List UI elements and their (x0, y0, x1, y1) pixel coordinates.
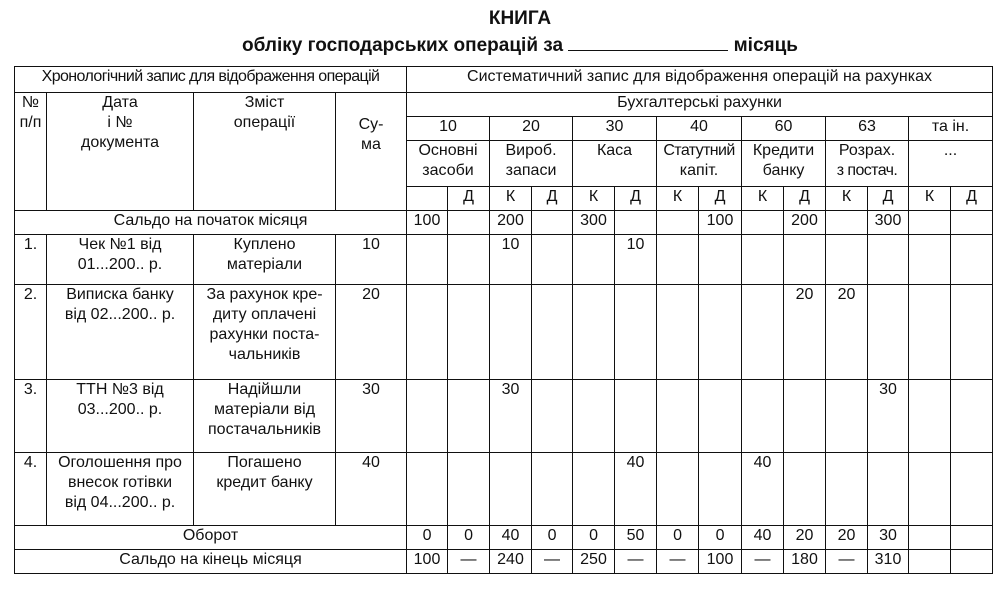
amount-cell: 40 (742, 526, 784, 550)
amount-cell (868, 285, 909, 380)
amount-cell (657, 211, 699, 235)
num-header: № п/п (15, 93, 47, 211)
closing-balance-row (15, 550, 993, 574)
amount-cell (909, 526, 951, 550)
accounts-title: Бухгалтерські рахунки (407, 93, 993, 117)
amount-cell: 40 (615, 453, 657, 526)
amount-cell: 0 (699, 526, 742, 550)
document-line: Чек №1 від (78, 236, 162, 253)
content-line: Куплено (233, 236, 296, 253)
amount-cell (699, 285, 742, 380)
amount-cell: 100 (699, 211, 742, 235)
account-name-line: ... (943, 142, 958, 159)
amount-cell: 100 (407, 211, 448, 235)
date-doc-header: Дата і № документа (47, 93, 194, 211)
amount-cell (407, 235, 448, 285)
content-line: рахунки поста- (209, 326, 320, 343)
subtitle-before: обліку господарських операцій за (242, 35, 564, 56)
account-name-line: Основні (418, 142, 478, 159)
amount-cell (784, 235, 826, 285)
month-blank-line (568, 34, 728, 51)
amount-cell: 20 (826, 526, 868, 550)
amount-cell: 100 (699, 550, 742, 574)
content-line: Погашено (227, 454, 302, 471)
amount-cell (532, 380, 573, 453)
document-line: Виписка банку (66, 286, 174, 303)
amount-cell: 50 (615, 526, 657, 550)
subtitle-after: місяць (733, 35, 798, 56)
amount-cell: — (615, 550, 657, 574)
credit-header: К (657, 187, 699, 211)
account-name-cell (490, 141, 573, 187)
amount-cell (407, 453, 448, 526)
amount-cell (490, 285, 532, 380)
content-line: матеріали (226, 256, 303, 273)
amount-cell (784, 453, 826, 526)
account-name-line: капіт. (679, 162, 719, 179)
account-number-cell: 60 (742, 117, 826, 141)
amount-cell (448, 235, 490, 285)
closing-label: Сальдо на кінець місяця (15, 550, 407, 574)
content-line: За рахунок кре- (206, 286, 323, 303)
document-cell (47, 453, 194, 526)
system-header: Систематичний запис для відображення операцій на рахунках (407, 67, 993, 93)
amount-cell (448, 453, 490, 526)
amount-cell (826, 211, 868, 235)
debit-header: Д (868, 187, 909, 211)
amount-cell (573, 453, 615, 526)
account-number-cell: 20 (490, 117, 573, 141)
credit-header: К (826, 187, 868, 211)
amount-cell: 0 (532, 526, 573, 550)
page-subtitle (0, 34, 997, 57)
turnover-label: Оборот (15, 526, 407, 550)
document-line: Оголошення про (58, 454, 182, 471)
opening-label: Сальдо на початок місяця (15, 211, 407, 235)
amount-cell: 250 (573, 550, 615, 574)
amount-cell (699, 380, 742, 453)
document-line: від 02...200.. р. (64, 306, 176, 323)
amount-cell (826, 235, 868, 285)
amount-cell: 40 (742, 453, 784, 526)
amount-cell (951, 211, 993, 235)
document-cell (47, 235, 194, 285)
amount-cell (532, 211, 573, 235)
content-line: матеріали від (213, 401, 316, 418)
amount-cell: 20 (784, 526, 826, 550)
account-name-line: Статутний (663, 142, 735, 159)
amount-cell (742, 211, 784, 235)
debit-header: Д (532, 187, 573, 211)
account-name-line: Каса (596, 142, 633, 159)
operations-book-table (14, 66, 993, 574)
debit-header: Д (951, 187, 993, 211)
amount-cell: 300 (868, 211, 909, 235)
amount-cell: 10 (615, 235, 657, 285)
content-line: кредит банку (216, 474, 313, 491)
amount-cell (657, 235, 699, 285)
credit-header: К (909, 187, 951, 211)
content-cell (194, 380, 336, 453)
document-line: від 04...200.. р. (64, 494, 176, 511)
account-name-cell (573, 141, 657, 187)
document-line: 03...200.. р. (77, 401, 163, 418)
amount-cell (742, 380, 784, 453)
sum-cell: 40 (336, 453, 407, 526)
sum-header: Су- ма (336, 93, 407, 211)
account-number-cell: 10 (407, 117, 490, 141)
amount-cell (951, 526, 993, 550)
account-number-cell: 30 (573, 117, 657, 141)
content-header: Зміст операції (194, 93, 336, 211)
content-cell (194, 235, 336, 285)
amount-cell (951, 453, 993, 526)
amount-cell (742, 285, 784, 380)
amount-cell: — (742, 550, 784, 574)
amount-cell (951, 380, 993, 453)
amount-cell: 100 (407, 550, 448, 574)
amount-cell (532, 285, 573, 380)
amount-cell (951, 550, 993, 574)
account-name-cell (407, 141, 490, 187)
amount-cell: 30 (868, 380, 909, 453)
amount-cell (532, 453, 573, 526)
amount-cell (448, 380, 490, 453)
debit-header: Д (448, 187, 490, 211)
document-cell (47, 380, 194, 453)
content-cell (194, 285, 336, 380)
amount-cell: 0 (448, 526, 490, 550)
account-name-cell (657, 141, 742, 187)
account-name-line: Розрах. (838, 142, 896, 159)
content-line: Надійшли (227, 381, 302, 398)
page-title: КНИГА (488, 8, 552, 29)
document-line: ТТН №3 від (76, 381, 164, 398)
account-name-line: запаси (505, 162, 557, 179)
amount-cell: 310 (868, 550, 909, 574)
account-number-cell: 40 (657, 117, 742, 141)
debit-header: Д (699, 187, 742, 211)
amount-cell (951, 235, 993, 285)
account-name-cell (909, 141, 993, 187)
amount-cell: 200 (490, 211, 532, 235)
amount-cell: 20 (784, 285, 826, 380)
opening-balance-row (15, 211, 993, 235)
amount-cell: 0 (573, 526, 615, 550)
amount-cell: 20 (826, 285, 868, 380)
row-number: 3. (15, 380, 47, 453)
amount-cell (909, 453, 951, 526)
amount-cell: — (448, 550, 490, 574)
account-name-line: засоби (422, 162, 474, 179)
amount-cell (868, 453, 909, 526)
credit-header: К (573, 187, 615, 211)
account-number-cell: та ін. (909, 117, 993, 141)
account-name-line: банку (762, 162, 805, 179)
amount-cell (657, 380, 699, 453)
amount-cell (448, 211, 490, 235)
amount-cell (573, 380, 615, 453)
account-name-line: Кредити (752, 142, 815, 159)
amount-cell (909, 235, 951, 285)
amount-cell (657, 285, 699, 380)
amount-cell (868, 235, 909, 285)
amount-cell: 180 (784, 550, 826, 574)
amount-cell (657, 453, 699, 526)
amount-cell: 30 (868, 526, 909, 550)
amount-cell (573, 235, 615, 285)
amount-cell (615, 380, 657, 453)
content-line: диту оплачені (212, 306, 317, 323)
sum-cell: 10 (336, 235, 407, 285)
amount-cell (909, 285, 951, 380)
amount-cell: 30 (490, 380, 532, 453)
account-number-cell: 63 (826, 117, 909, 141)
amount-cell: 0 (657, 526, 699, 550)
amount-cell (742, 235, 784, 285)
amount-cell (699, 453, 742, 526)
content-cell (194, 453, 336, 526)
account-name-cell (742, 141, 826, 187)
row-number: 4. (15, 453, 47, 526)
debit-header: Д (615, 187, 657, 211)
amount-cell (615, 285, 657, 380)
amount-cell (909, 211, 951, 235)
amount-cell (615, 211, 657, 235)
debit-header: Д (784, 187, 826, 211)
turnover-row (15, 526, 993, 550)
row-number: 1. (15, 235, 47, 285)
account-name-line: Вироб. (505, 142, 557, 159)
amount-cell (699, 235, 742, 285)
amount-cell (407, 380, 448, 453)
account-name-cell (826, 141, 909, 187)
row-number: 2. (15, 285, 47, 380)
operation-row (15, 380, 993, 453)
amount-cell: — (657, 550, 699, 574)
amount-cell: 200 (784, 211, 826, 235)
content-line: чальників (228, 346, 301, 363)
amount-cell (784, 380, 826, 453)
document-cell (47, 285, 194, 380)
amount-cell (448, 285, 490, 380)
chrono-header: Хронологічний запис для відображення операцій (15, 67, 407, 93)
credit-header: К (490, 187, 532, 211)
amount-cell (826, 453, 868, 526)
amount-cell: 0 (407, 526, 448, 550)
document-line: внесок готівки (67, 474, 173, 491)
operation-row (15, 235, 993, 285)
amount-cell (909, 550, 951, 574)
amount-cell (573, 285, 615, 380)
dk-spacer (407, 187, 448, 211)
amount-cell: — (826, 550, 868, 574)
amount-cell (532, 235, 573, 285)
document-line: 01...200.. р. (77, 256, 163, 273)
operation-row (15, 285, 993, 380)
account-name-line: з постач. (836, 162, 898, 179)
amount-cell: 10 (490, 235, 532, 285)
amount-cell (909, 380, 951, 453)
sum-cell: 30 (336, 380, 407, 453)
amount-cell: — (532, 550, 573, 574)
operation-row (15, 453, 993, 526)
sum-cell: 20 (336, 285, 407, 380)
amount-cell (951, 285, 993, 380)
amount-cell (490, 453, 532, 526)
amount-cell (407, 285, 448, 380)
amount-cell: 40 (490, 526, 532, 550)
amount-cell (826, 380, 868, 453)
amount-cell: 240 (490, 550, 532, 574)
amount-cell: 300 (573, 211, 615, 235)
credit-header: К (742, 187, 784, 211)
content-line: постачальників (208, 421, 321, 438)
